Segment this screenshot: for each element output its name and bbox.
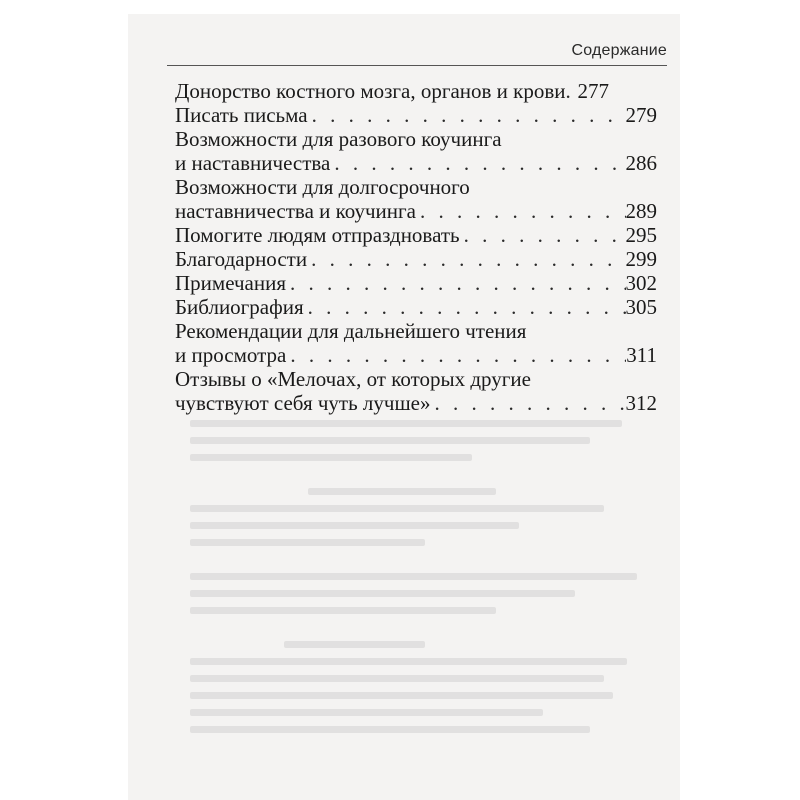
toc-entry[interactable] (175, 127, 657, 175)
dot-leader (286, 271, 625, 295)
toc-entry-line (175, 103, 657, 127)
toc-entry[interactable] (175, 295, 657, 319)
toc-entry[interactable] (175, 175, 657, 223)
toc-entry-line (175, 127, 657, 151)
dot-leader (286, 343, 626, 367)
toc-entry-line (175, 295, 657, 319)
dot-leader (307, 247, 625, 271)
toc-page-number: 279 (625, 103, 657, 127)
toc-entry-title: Отзывы о «Мелочах, от которых другие (175, 367, 531, 391)
toc-entry[interactable] (175, 319, 657, 367)
toc-entry-title: Библиография (175, 295, 304, 319)
toc-entry-line (175, 343, 657, 367)
header-rule (167, 65, 667, 66)
dot-leader (330, 151, 625, 175)
toc-page-number: 277 (577, 79, 610, 103)
toc-page-number: 305 (625, 295, 657, 319)
toc-entry[interactable] (175, 223, 657, 247)
toc-entry-title: Возможности для долгосрочного (175, 175, 470, 199)
toc-page-number: 286 (625, 151, 657, 175)
toc-page-number: 302 (625, 271, 657, 295)
toc-entry-title: Донорство костного мозга, органов и крови (175, 79, 566, 103)
toc-entry[interactable] (175, 247, 657, 271)
toc-entry-title: Рекомендации для дальнейшего чтения (175, 319, 527, 343)
toc-entry[interactable] (175, 271, 657, 295)
running-head: Содержание (571, 42, 667, 59)
toc-entry-line (175, 199, 657, 223)
toc-entry[interactable] (175, 367, 657, 415)
toc-entry-title: Благодарности (175, 247, 308, 271)
bleed-through-text (190, 420, 660, 790)
toc-entry-line (175, 391, 657, 415)
toc-entry-title: Примечания (175, 271, 287, 295)
toc-entry-title: чувствуют себя чуть лучше» (175, 391, 431, 415)
toc-entry-line (175, 271, 657, 295)
toc-entry-title: Возможности для разового коучинга (175, 127, 502, 151)
dot-leader (416, 199, 626, 223)
toc-entry-title: Помогите людям отпраздновать (175, 223, 460, 247)
dot-leader (304, 295, 626, 319)
toc-entry-line (175, 175, 657, 199)
toc-entry-title: и просмотра (175, 343, 287, 367)
toc-entry-line (175, 151, 657, 175)
toc-page-number: 311 (626, 343, 657, 367)
toc-page-number: 312 (625, 391, 657, 415)
toc-entry-title: Писать письма (175, 103, 308, 127)
toc-entry[interactable] (175, 103, 657, 127)
toc-page-number: 299 (625, 247, 657, 271)
dot-leader (566, 79, 578, 103)
toc-page-number: 295 (625, 223, 657, 247)
table-of-contents (175, 79, 657, 415)
toc-entry-line (175, 367, 657, 391)
dot-leader (308, 103, 626, 127)
toc-entry-title: и наставничества (175, 151, 331, 175)
toc-page-number: 289 (625, 199, 657, 223)
toc-entry-line (175, 79, 657, 103)
dot-leader (430, 391, 625, 415)
toc-entry-line (175, 223, 657, 247)
dot-leader (460, 223, 626, 247)
toc-entry-title: наставничества и коучинга (175, 199, 416, 223)
toc-entry-line (175, 319, 657, 343)
toc-entry-line (175, 247, 657, 271)
toc-entry[interactable] (175, 79, 657, 103)
